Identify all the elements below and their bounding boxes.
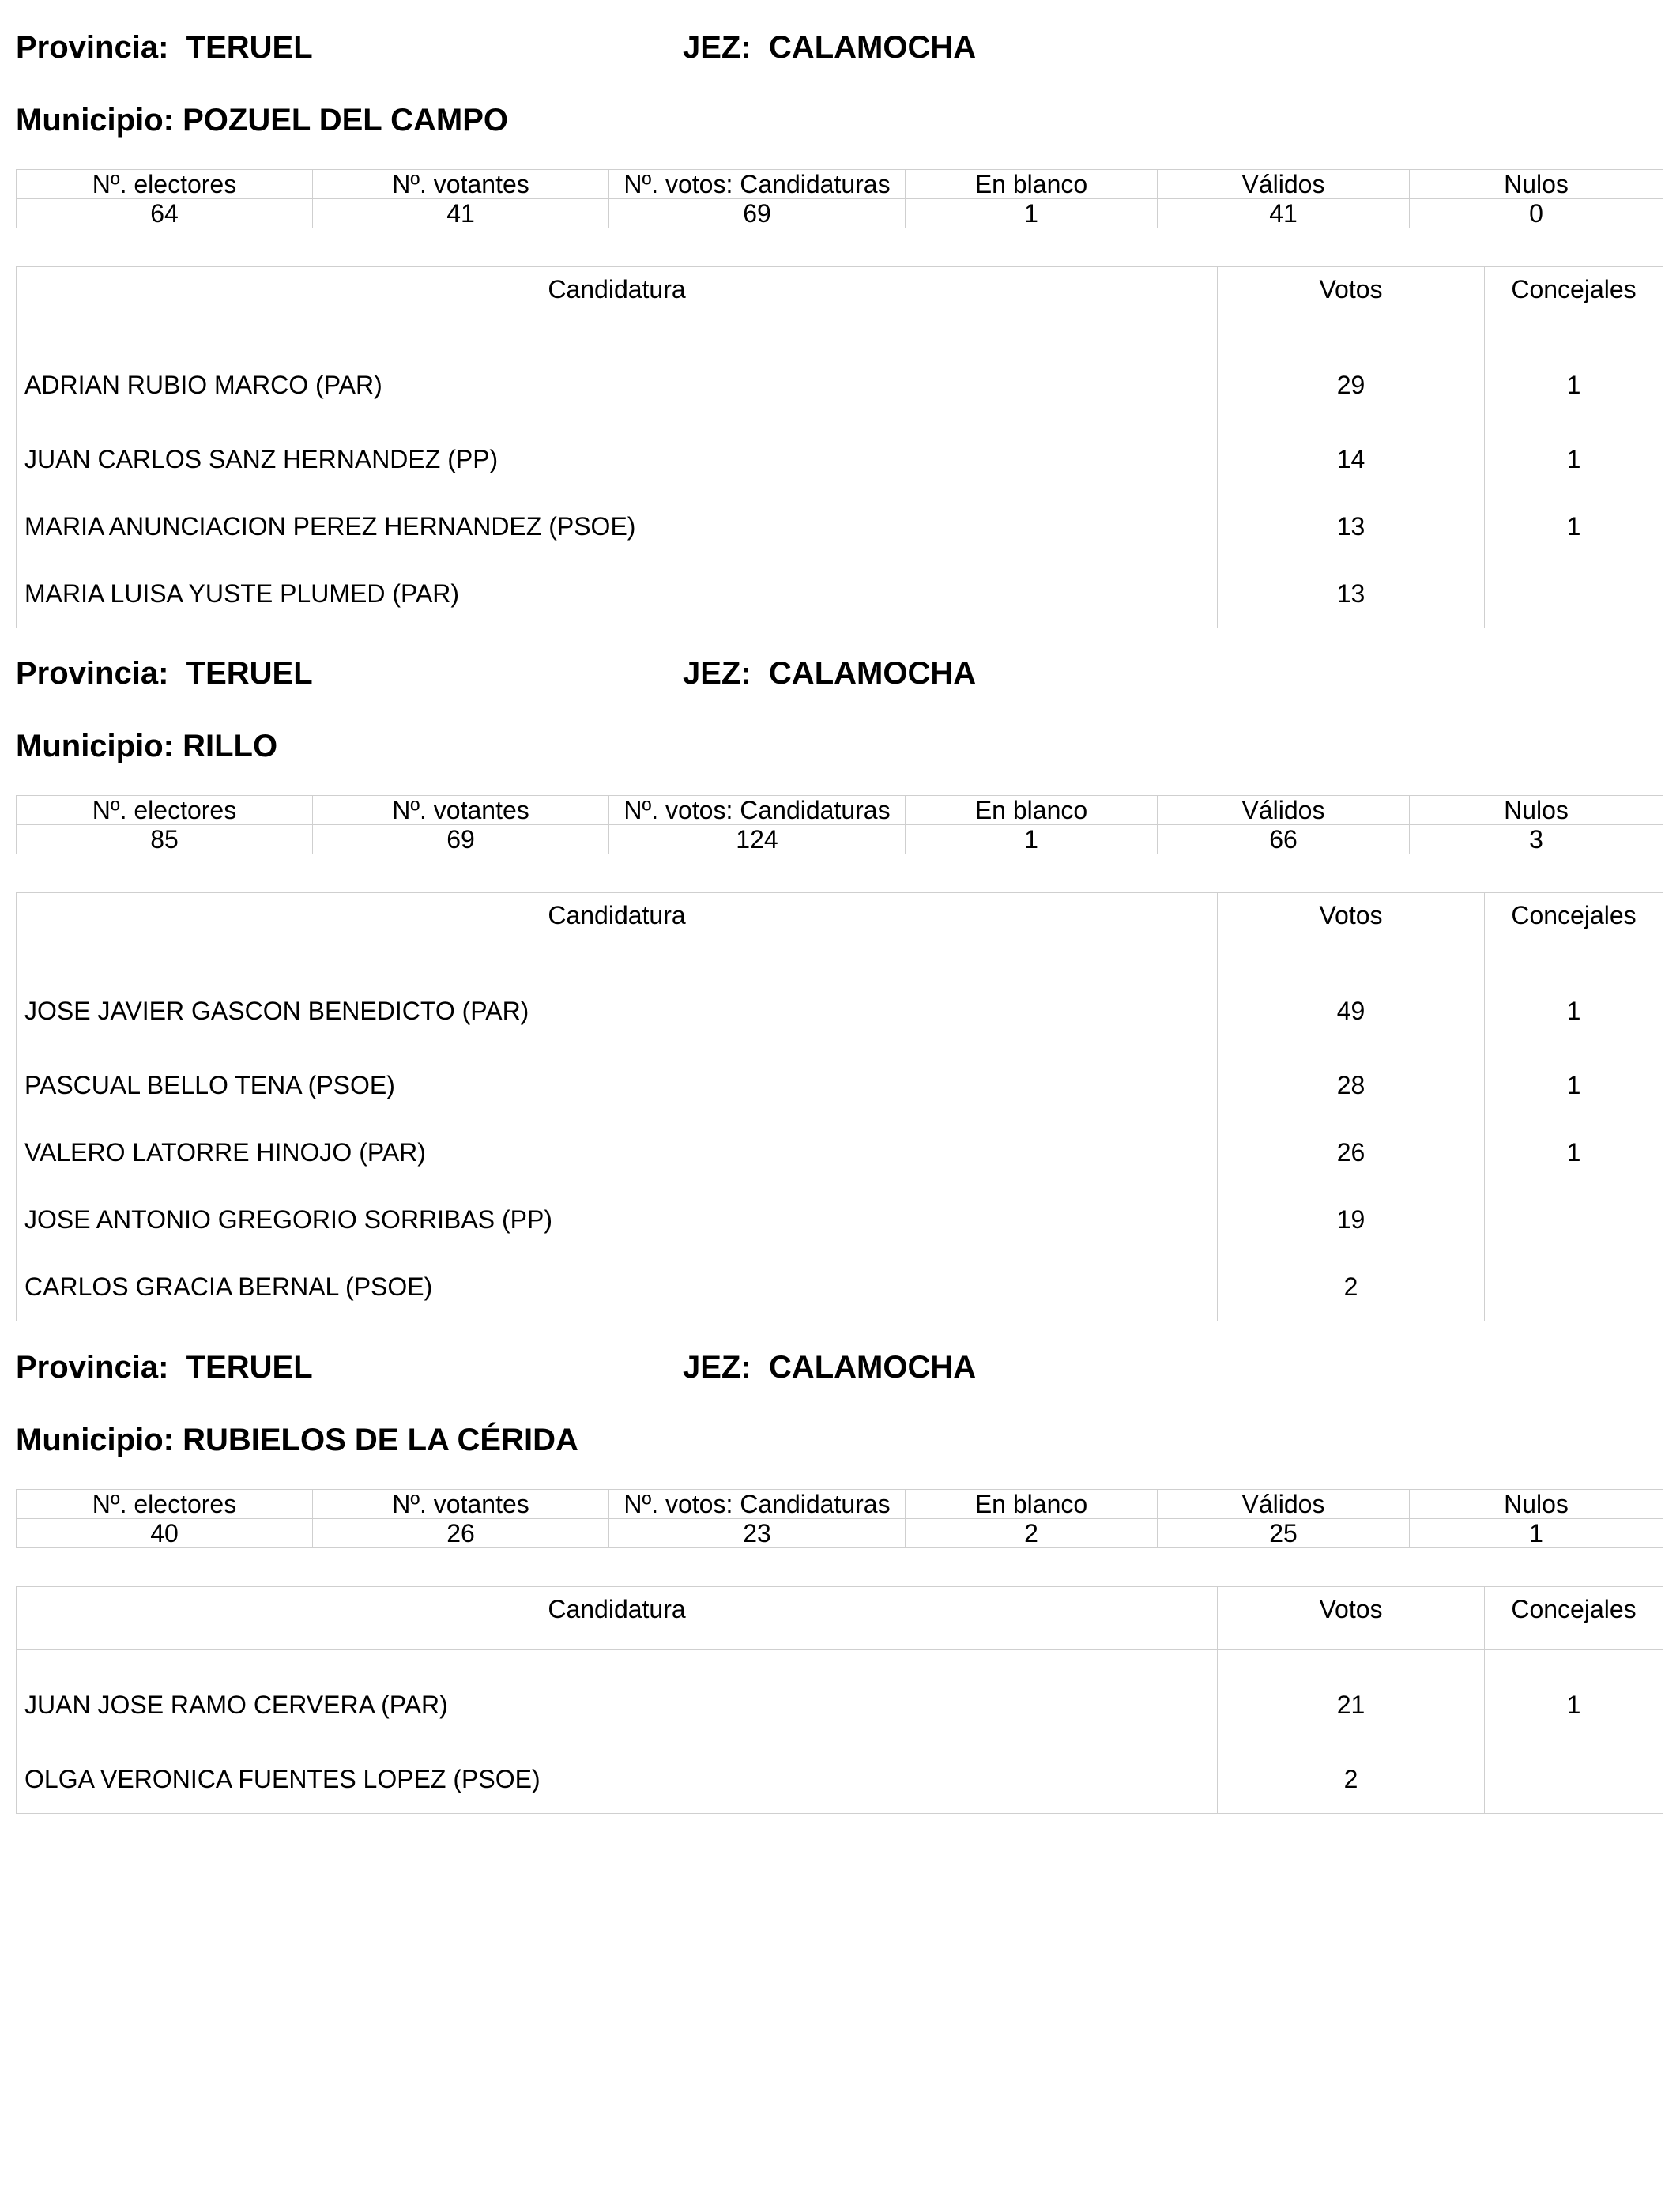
stats-header-votos-candidaturas: Nº. votos: Candidaturas <box>609 796 906 825</box>
provincia-value: TERUEL <box>186 1350 313 1385</box>
municipio-heading: Municipio: POZUEL DEL CAMPO <box>16 103 508 138</box>
candidate-name: OLGA VERONICA FUENTES LOPEZ (PSOE) <box>17 1746 1218 1814</box>
candidate-concejales: 1 <box>1485 1052 1663 1119</box>
candidates-table <box>16 266 1663 628</box>
candidate-row <box>17 1650 1663 1747</box>
stats-en-blanco: 2 <box>906 1519 1158 1548</box>
candidate-votos: 21 <box>1218 1650 1485 1747</box>
candidate-name: PASCUAL BELLO TENA (PSOE) <box>17 1052 1218 1119</box>
municipio-section <box>16 650 1663 1321</box>
candidate-name: ADRIAN RUBIO MARCO (PAR) <box>17 330 1218 427</box>
candidate-name: JUAN JOSE RAMO CERVERA (PAR) <box>17 1650 1218 1747</box>
stats-table <box>16 169 1663 228</box>
candidate-votos: 2 <box>1218 1746 1485 1814</box>
candidates-table <box>16 1586 1663 1814</box>
stats-header-en-blanco: En blanco <box>906 1490 1158 1519</box>
stats-nulos: 1 <box>1410 1519 1663 1548</box>
candidate-concejales: 1 <box>1485 493 1663 560</box>
stats-en-blanco: 1 <box>906 199 1158 228</box>
candidate-name: MARIA ANUNCIACION PEREZ HERNANDEZ (PSOE) <box>17 493 1218 560</box>
candidate-row <box>17 330 1663 427</box>
candidate-votos: 26 <box>1218 1119 1485 1186</box>
municipio-heading: Municipio: RILLO <box>16 729 278 763</box>
candidate-concejales <box>1485 1253 1663 1321</box>
candidate-votos: 19 <box>1218 1186 1485 1253</box>
candidate-concejales: 1 <box>1485 956 1663 1053</box>
stats-nulos: 0 <box>1410 199 1663 228</box>
stats-header-row <box>17 1490 1663 1519</box>
header-concejales: Concejales <box>1485 1587 1663 1650</box>
stats-header-electores: Nº. electores <box>17 170 313 199</box>
jez-heading: JEZ: CALAMOCHA <box>683 1350 977 1385</box>
municipio-value: RUBIELOS DE LA CÉRIDA <box>183 1423 578 1457</box>
stats-votos-candidaturas: 124 <box>609 825 906 854</box>
stats-votos-candidaturas: 23 <box>609 1519 906 1548</box>
candidate-name: VALERO LATORRE HINOJO (PAR) <box>17 1119 1218 1186</box>
stats-header-validos: Válidos <box>1158 796 1410 825</box>
stats-header-votantes: Nº. votantes <box>313 170 609 199</box>
stats-header-validos: Válidos <box>1158 1490 1410 1519</box>
candidate-row <box>17 1746 1663 1814</box>
candidates-header-row <box>17 893 1663 956</box>
candidates-header-row <box>17 267 1663 330</box>
header-votos: Votos <box>1218 1587 1485 1650</box>
stats-value-row <box>17 825 1663 854</box>
stats-table <box>16 1489 1663 1548</box>
stats-header-en-blanco: En blanco <box>906 796 1158 825</box>
stats-header-validos: Válidos <box>1158 170 1410 199</box>
header-candidatura: Candidatura <box>17 267 1218 330</box>
stats-electores: 40 <box>17 1519 313 1548</box>
candidate-concejales <box>1485 1186 1663 1253</box>
stats-votantes: 41 <box>313 199 609 228</box>
municipio-heading: Municipio: RUBIELOS DE LA CÉRIDA <box>16 1423 578 1457</box>
stats-header-votantes: Nº. votantes <box>313 1490 609 1519</box>
header-votos: Votos <box>1218 893 1485 956</box>
provincia-heading: Provincia: TERUEL <box>16 656 313 691</box>
stats-header-en-blanco: En blanco <box>906 170 1158 199</box>
candidate-votos: 14 <box>1218 426 1485 493</box>
stats-validos: 66 <box>1158 825 1410 854</box>
jez-heading: JEZ: CALAMOCHA <box>683 656 977 691</box>
stats-header-row <box>17 796 1663 825</box>
candidate-row <box>17 1119 1663 1186</box>
stats-header-votos-candidaturas: Nº. votos: Candidaturas <box>609 1490 906 1519</box>
candidate-votos: 13 <box>1218 560 1485 628</box>
stats-header-nulos: Nulos <box>1410 796 1663 825</box>
candidate-concejales: 1 <box>1485 426 1663 493</box>
candidate-row <box>17 560 1663 628</box>
candidate-votos: 49 <box>1218 956 1485 1053</box>
stats-validos: 25 <box>1158 1519 1410 1548</box>
provincia-value: TERUEL <box>186 30 313 65</box>
candidate-concejales: 1 <box>1485 1119 1663 1186</box>
candidate-concejales <box>1485 560 1663 628</box>
provincia-heading: Provincia: TERUEL <box>16 1350 313 1385</box>
jez-value: CALAMOCHA <box>768 1350 977 1385</box>
municipio-section <box>16 1344 1663 1814</box>
stats-validos: 41 <box>1158 199 1410 228</box>
candidate-row <box>17 1186 1663 1253</box>
stats-header-electores: Nº. electores <box>17 1490 313 1519</box>
stats-votantes: 26 <box>313 1519 609 1548</box>
stats-votos-candidaturas: 69 <box>609 199 906 228</box>
header-candidatura: Candidatura <box>17 893 1218 956</box>
stats-header-votos-candidaturas: Nº. votos: Candidaturas <box>609 170 906 199</box>
candidate-name: MARIA LUISA YUSTE PLUMED (PAR) <box>17 560 1218 628</box>
candidate-row <box>17 493 1663 560</box>
candidates-header-row <box>17 1587 1663 1650</box>
provincia-heading: Provincia: TERUEL <box>16 30 313 65</box>
stats-electores: 64 <box>17 199 313 228</box>
stats-value-row <box>17 199 1663 228</box>
candidate-votos: 29 <box>1218 330 1485 427</box>
candidate-votos: 28 <box>1218 1052 1485 1119</box>
stats-header-nulos: Nulos <box>1410 1490 1663 1519</box>
candidate-concejales: 1 <box>1485 330 1663 427</box>
candidate-name: JOSE JAVIER GASCON BENEDICTO (PAR) <box>17 956 1218 1053</box>
candidate-row <box>17 956 1663 1053</box>
candidate-votos: 2 <box>1218 1253 1485 1321</box>
stats-en-blanco: 1 <box>906 825 1158 854</box>
candidate-name: JOSE ANTONIO GREGORIO SORRIBAS (PP) <box>17 1186 1218 1253</box>
jez-heading: JEZ: CALAMOCHA <box>683 30 977 65</box>
provincia-value: TERUEL <box>186 656 313 691</box>
jez-value: CALAMOCHA <box>768 656 977 691</box>
stats-table <box>16 795 1663 854</box>
candidate-votos: 13 <box>1218 493 1485 560</box>
municipio-value: POZUEL DEL CAMPO <box>183 103 508 138</box>
candidate-row <box>17 426 1663 493</box>
stats-header-nulos: Nulos <box>1410 170 1663 199</box>
candidates-table <box>16 892 1663 1321</box>
stats-header-row <box>17 170 1663 199</box>
candidate-concejales: 1 <box>1485 1650 1663 1747</box>
header-concejales: Concejales <box>1485 893 1663 956</box>
stats-header-electores: Nº. electores <box>17 796 313 825</box>
header-votos: Votos <box>1218 267 1485 330</box>
jez-value: CALAMOCHA <box>768 30 977 65</box>
stats-votantes: 69 <box>313 825 609 854</box>
header-concejales: Concejales <box>1485 267 1663 330</box>
stats-electores: 85 <box>17 825 313 854</box>
candidate-row <box>17 1253 1663 1321</box>
stats-nulos: 3 <box>1410 825 1663 854</box>
candidate-concejales <box>1485 1746 1663 1814</box>
stats-value-row <box>17 1519 1663 1548</box>
municipio-section <box>16 24 1663 628</box>
candidate-name: CARLOS GRACIA BERNAL (PSOE) <box>17 1253 1218 1321</box>
candidate-name: JUAN CARLOS SANZ HERNANDEZ (PP) <box>17 426 1218 493</box>
candidate-row <box>17 1052 1663 1119</box>
municipio-value: RILLO <box>183 729 278 763</box>
header-candidatura: Candidatura <box>17 1587 1218 1650</box>
stats-header-votantes: Nº. votantes <box>313 796 609 825</box>
